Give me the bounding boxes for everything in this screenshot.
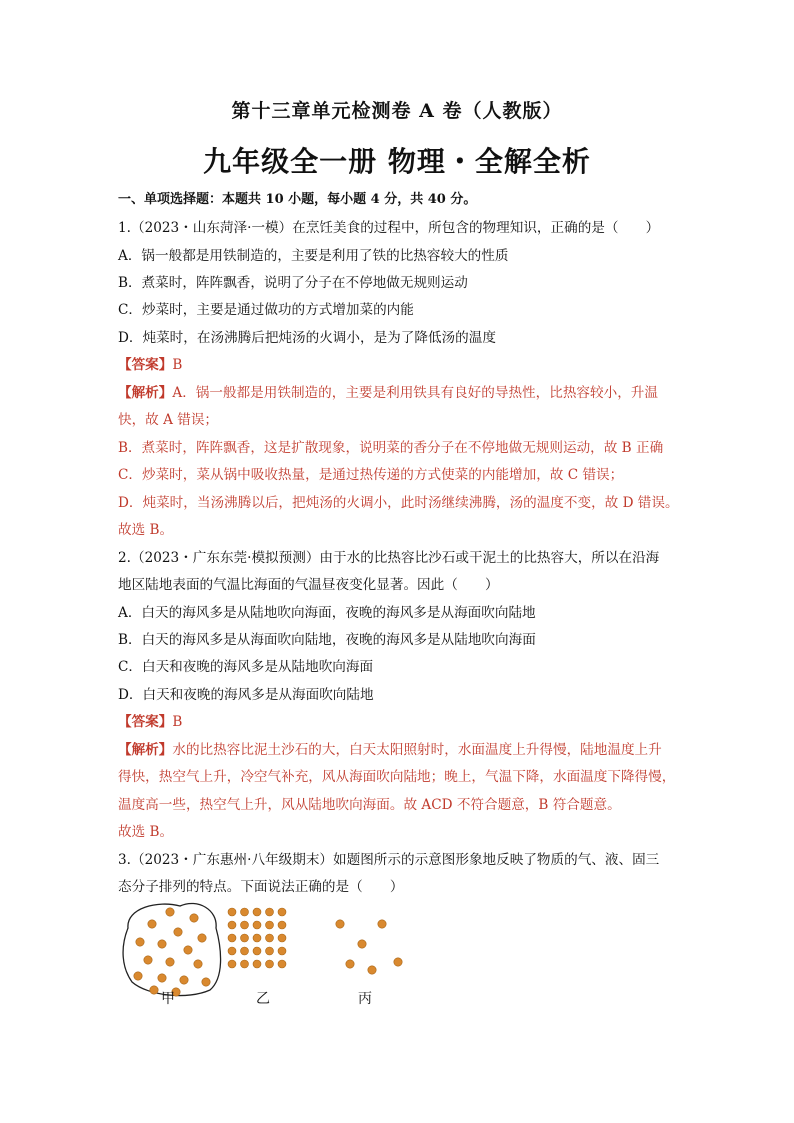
particle — [228, 947, 236, 955]
particle — [266, 908, 274, 916]
solid-particles — [228, 908, 286, 968]
q2-stem-1: 2.（2023・广东东莞·模拟预测）由于水的比热容比沙石或干泥土的比热容大，所以在沿海 — [118, 550, 660, 566]
q1-analysis-2: 快，故 A 错误； — [118, 412, 219, 428]
particle — [202, 978, 210, 986]
states-of-matter-figure — [118, 898, 418, 1008]
analysis-label: 【解析】 — [118, 742, 173, 758]
doc-subtitle: 九年级全一册 物理・全解全析 — [203, 145, 591, 178]
particle — [136, 938, 144, 946]
particle — [241, 934, 249, 942]
q3-stem-1: 3.（2023・广东惠州·八年级期末）如题图所示的示意图形象地反映了物质的气、液、固三 — [118, 852, 660, 868]
particle — [144, 956, 152, 964]
q2-option-b: B．白天的海风多是从海面吹向陆地，夜晚的海风多是从陆地吹向海面 — [118, 632, 536, 648]
particle — [241, 921, 249, 929]
particle — [180, 976, 188, 984]
particle — [358, 940, 366, 948]
q1-analysis-5: D．炖菜时，当汤沸腾以后，把炖汤的火调小，此时汤继续沸腾，汤的温度不变，故 D 错误。 — [118, 495, 679, 511]
q2-analysis-1 — [118, 740, 688, 760]
q2-analysis-2: 得快，热空气上升，冷空气补充，风从海面吹向陆地；晚上，气温下降，水面温度下降得慢， — [118, 769, 676, 785]
q1-option-b: B．煮菜时，阵阵飘香，说明了分子在不停地做无规则运动 — [118, 275, 468, 291]
q1-answer — [118, 355, 688, 375]
q2-analysis-4: 故选 B。 — [118, 824, 174, 840]
particle — [166, 908, 174, 916]
q3-stem-2: 态分子排列的特点。下面说法正确的是（ ） — [118, 879, 404, 895]
figure-label-yi: 乙 — [256, 991, 270, 1007]
particle — [158, 974, 166, 982]
particle — [150, 986, 158, 994]
particle — [194, 960, 202, 968]
particle — [148, 920, 156, 928]
figure-label-jia: 甲 — [161, 991, 175, 1007]
particle — [241, 960, 249, 968]
particle — [278, 908, 286, 916]
loose-particles — [336, 920, 402, 974]
particle — [198, 934, 206, 942]
particle — [346, 960, 354, 968]
q1-analysis-4: C．炒菜时，菜从锅中吸收热量，是通过热传递的方式使菜的内能增加，故 C 错误； — [118, 467, 624, 483]
q2-analysis-3: 温度高一些，热空气上升，风从陆地吹向海面。故 ACD 不符合题意，B 符合题意。 — [118, 797, 621, 813]
particle — [228, 934, 236, 942]
particle — [253, 934, 261, 942]
analysis-text: 水的比热容比泥土沙石的大，白天太阳照射时，水面温度上升得慢，陆地温度上升 — [172, 742, 662, 758]
q2-stem-2: 地区陆地表面的气温比海面的气温昼夜变化显著。因此（ ） — [118, 577, 499, 593]
answer-label: 【答案】 — [118, 714, 173, 730]
particle — [368, 966, 376, 974]
particle — [228, 921, 236, 929]
q1-stem: 1.（2023・山东菏泽·一模）在烹饪美食的过程中，所包含的物理知识，正确的是（ ） — [118, 220, 660, 236]
particle — [336, 920, 344, 928]
gas-particles — [134, 908, 210, 996]
answer-value: B — [172, 357, 183, 373]
analysis-label: 【解析】 — [118, 385, 173, 401]
q1-analysis-1 — [118, 383, 688, 403]
particle — [394, 958, 402, 966]
doc-title: 第十三章单元检测卷 A 卷（人教版） — [231, 100, 563, 122]
particle — [278, 947, 286, 955]
particle — [253, 960, 261, 968]
particle — [241, 908, 249, 916]
particle — [241, 947, 249, 955]
particle — [278, 934, 286, 942]
particle — [266, 934, 274, 942]
q2-option-d: D．白天和夜晚的海风多是从海面吹向陆地 — [118, 687, 374, 703]
particle — [266, 947, 274, 955]
particle — [278, 921, 286, 929]
answer-label: 【答案】 — [118, 357, 173, 373]
particle — [228, 908, 236, 916]
section-heading: 一、单项选择题：本题共 10 小题，每小题 4 分，共 40 分。 — [118, 192, 477, 207]
particle — [166, 958, 174, 966]
particle — [378, 920, 386, 928]
figure-label-bing: 丙 — [358, 991, 372, 1007]
q1-option-d: D．炖菜时，在汤沸腾后把炖汤的火调小，是为了降低汤的温度 — [118, 330, 496, 346]
particle — [184, 946, 192, 954]
particle — [253, 921, 261, 929]
particle — [228, 960, 236, 968]
q1-analysis-3: B．煮菜时，阵阵飘香，这是扩散现象，说明菜的香分子在不停地做无规则运动，故 B 正确 — [118, 440, 664, 456]
particle — [158, 940, 166, 948]
q2-option-c: C．白天和夜晚的海风多是从陆地吹向海面 — [118, 659, 374, 675]
q1-analysis-6: 故选 B。 — [118, 522, 174, 538]
particle — [266, 960, 274, 968]
answer-value: B — [172, 714, 183, 730]
particle — [278, 960, 286, 968]
q2-option-a: A．白天的海风多是从陆地吹向海面，夜晚的海风多是从海面吹向陆地 — [118, 605, 536, 621]
particle — [266, 921, 274, 929]
q1-option-a: A．锅一般都是用铁制造的，主要是利用了铁的比热容较大的性质 — [118, 248, 509, 264]
analysis-text: A．锅一般都是用铁制造的，主要是利用铁具有良好的导热性，比热容较小，升温 — [172, 385, 658, 401]
q2-answer — [118, 712, 688, 732]
particle — [253, 908, 261, 916]
particle — [190, 914, 198, 922]
particle — [253, 947, 261, 955]
particle — [174, 928, 182, 936]
particle — [134, 972, 142, 980]
q1-option-c: C．炒菜时，主要是通过做功的方式增加菜的内能 — [118, 302, 414, 318]
